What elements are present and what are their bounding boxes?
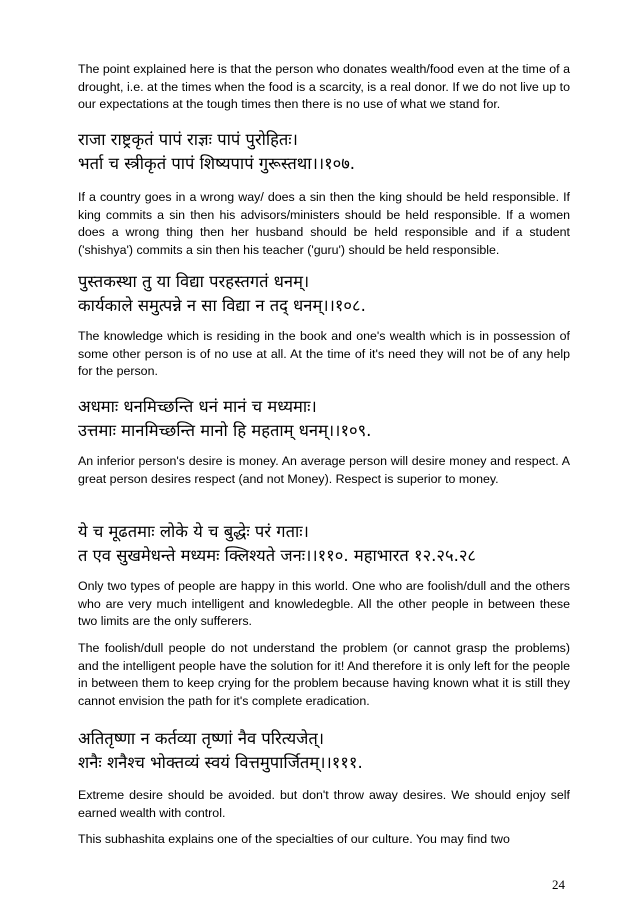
verse-line: राजा राष्ट्रकृतं पापं राज्ञः पापं पुरोहितः। (78, 130, 298, 149)
verse-107 (78, 128, 578, 176)
paragraph-happy: Only two types of people are happy in this world. One who are foolish/dull and the others who are very much intelligent and knowledegble. All the other people in between these two limits are the only sufferers. (78, 579, 570, 628)
paragraph-responsibility: If a country goes in a wrong way/ does a sin then the king should be held responsible. If king commits a sin then his advisors/ministers should be held responsible. If a women does a wrong thing then her husband should be held responsible and if a student ('shishya') commits a sin then his teacher ('guru') should be held responsible. (78, 190, 570, 257)
verse-line: उत्तमाः मानमिच्छन्ति मानो हि महताम् धनम्।।१०९. (78, 421, 372, 440)
paragraph-desire: An inferior person's desire is money. An average person will desire money and respect. A great person desires respect (and not Money). Respect is superior to money. (78, 454, 570, 486)
verse-line: कार्यकाले समुत्पन्ने न सा विद्या न तद् धनम्।।१०८. (78, 296, 366, 315)
verse-line: अतितृष्णा न कर्तव्या तृष्णां नैव परित्यजेत्। (78, 729, 325, 748)
verse-line: ये च मूढतमाः लोके ये च बुद्धेः परं गताः। (78, 522, 309, 541)
verse-line: पुस्तकस्था तु या विद्या परहस्तगतं धनम्। (78, 272, 310, 291)
paragraph-specialties: This subhashita explains one of the specialties of our culture. You may find two (78, 832, 510, 846)
verse-line: भर्ता च स्त्रीकृतं पापं शिष्यपापं गुरूस्तथा।।१०७. (78, 154, 356, 173)
verse-109 (78, 395, 578, 443)
verse-line: शनैः शनैश्च भोक्तव्यं स्वयं वित्तमुपार्जितम्।।१११. (78, 753, 363, 772)
verse-108 (78, 270, 578, 318)
page-number: 24 (552, 877, 565, 892)
verse-111 (78, 727, 578, 775)
paragraph-knowledge: The knowledge which is residing in the book and one's wealth which is in possession of some other person is of no use at all. At the time of it's need they will not be of any help for the person. (78, 329, 570, 378)
paragraph-donor: The point explained here is that the person who donates wealth/food even at the time of a drought, i.e. at the times when the food is a scarcity, is a real donor. If we do not live up to our expectations at the tough times then there is no use of what we stand for. (78, 62, 570, 111)
verse-line: अधमाः धनमिच्छन्ति धनं मानं च मध्यमाः। (78, 397, 317, 416)
paragraph-extreme-desire: Extreme desire should be avoided. but don't throw away desires. We should enjoy self earned wealth with control. (78, 788, 570, 820)
verse-line: त एव सुखमेधन्ते मध्यमः क्लिश्यते जनः।।११०. महाभारत १२.२५.२८ (78, 546, 476, 565)
paragraph-foolish: The foolish/dull people do not understand the problem (or cannot grasp the problems) and the intelligent people have the solution for it! And therefore it is only left for the people in between them to keep crying for the problem because having known what it is still they cannot envision the path for it's complete eradication. (78, 641, 570, 708)
verse-110 (78, 520, 578, 568)
